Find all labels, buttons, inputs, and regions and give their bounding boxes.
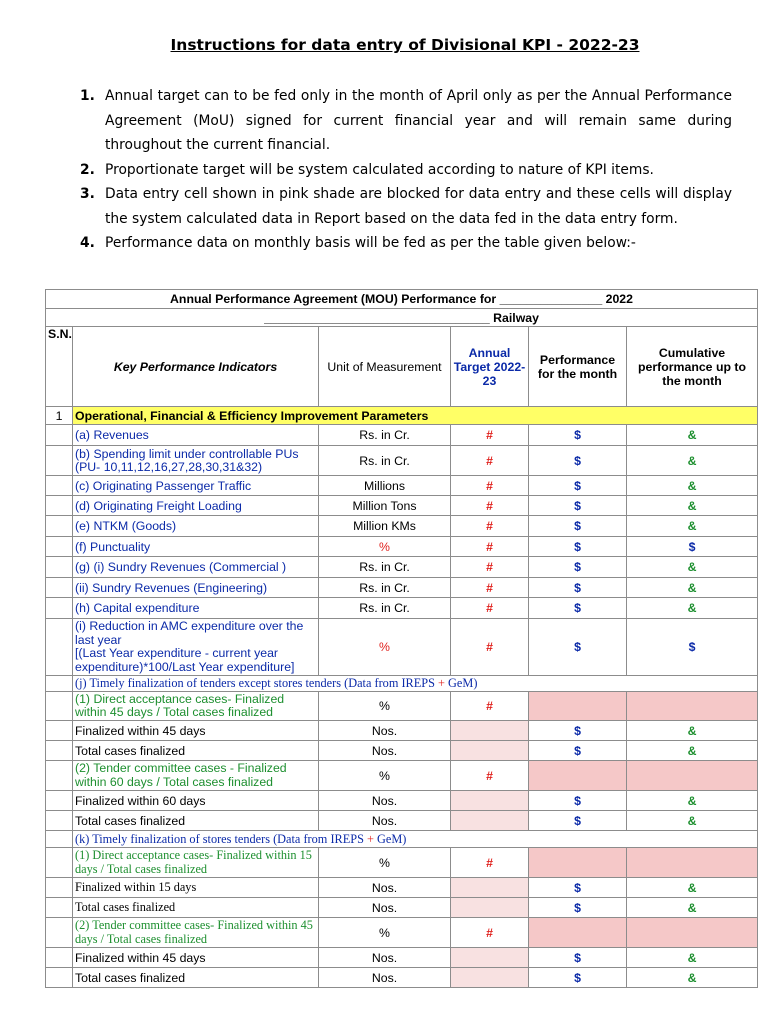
cumulative-cell: & bbox=[627, 791, 758, 811]
kpi-label: Finalized within 45 days bbox=[73, 948, 319, 968]
annual-target-cell[interactable]: # bbox=[451, 476, 529, 496]
subsection-j-text: (j) Timely finalization of tenders except stores tenders (Data from IREPS bbox=[75, 676, 439, 690]
kpi-label: (d) Originating Freight Loading bbox=[73, 496, 319, 516]
table-row bbox=[46, 537, 758, 557]
performance-cell[interactable]: $ bbox=[529, 898, 627, 918]
performance-cell[interactable]: $ bbox=[529, 476, 627, 496]
annual-target-cell[interactable]: # bbox=[451, 425, 529, 446]
blocked-cell bbox=[529, 848, 627, 878]
blocked-cell bbox=[451, 791, 529, 811]
cumulative-cell: & bbox=[627, 741, 758, 761]
performance-cell[interactable]: $ bbox=[529, 721, 627, 741]
blocked-cell bbox=[627, 692, 758, 721]
cumulative-cell: & bbox=[627, 516, 758, 537]
performance-cell[interactable]: $ bbox=[529, 968, 627, 988]
cumulative-cell: & bbox=[627, 898, 758, 918]
subsection-k-title bbox=[73, 831, 758, 848]
table-row bbox=[46, 557, 758, 578]
table-row bbox=[46, 476, 758, 496]
section-sn: 1 bbox=[46, 407, 73, 425]
kpi-label: (c) Originating Passenger Traffic bbox=[73, 476, 319, 496]
performance-cell[interactable]: $ bbox=[529, 791, 627, 811]
header-performance-month: Performance for the month bbox=[529, 327, 627, 407]
blocked-cell bbox=[529, 918, 627, 948]
performance-cell[interactable]: $ bbox=[529, 811, 627, 831]
table-title-line2: _________________________________ Railway bbox=[46, 309, 758, 327]
kpi-label: (1) Direct acceptance cases- Finalized within 15 days / Total cases finalized bbox=[73, 848, 319, 878]
performance-cell[interactable]: $ bbox=[529, 619, 627, 676]
annual-target-cell[interactable]: # bbox=[451, 598, 529, 619]
table-row bbox=[46, 446, 758, 476]
performance-cell[interactable]: $ bbox=[529, 878, 627, 898]
unit-cell: % bbox=[319, 918, 451, 948]
annual-target-cell[interactable]: # bbox=[451, 557, 529, 578]
cumulative-cell: & bbox=[627, 476, 758, 496]
table-row bbox=[46, 761, 758, 791]
kpi-label bbox=[73, 619, 319, 676]
table-row bbox=[46, 598, 758, 619]
table-row bbox=[46, 811, 758, 831]
table-row bbox=[46, 692, 758, 721]
kpi-label: Total cases finalized bbox=[73, 741, 319, 761]
cumulative-cell: & bbox=[627, 878, 758, 898]
subsection-k-text: (k) Timely finalization of stores tenders (Data from IREPS bbox=[75, 831, 368, 846]
subsection-k-end: GeM) bbox=[373, 831, 407, 846]
unit-cell: % bbox=[319, 848, 451, 878]
annual-target-cell[interactable]: # bbox=[451, 578, 529, 598]
subsection-k bbox=[46, 831, 758, 848]
table-row bbox=[46, 578, 758, 598]
table-row bbox=[46, 898, 758, 918]
annual-target-cell[interactable]: # bbox=[451, 446, 529, 476]
kpi-label-main: (i) Reduction in AMC expenditure over the last year bbox=[75, 619, 304, 647]
header-unit: Unit of Measurement bbox=[319, 327, 451, 407]
cumulative-cell: & bbox=[627, 578, 758, 598]
cumulative-cell: & bbox=[627, 425, 758, 446]
performance-cell[interactable]: $ bbox=[529, 948, 627, 968]
blocked-cell bbox=[451, 968, 529, 988]
unit-cell: Millions bbox=[319, 476, 451, 496]
unit-cell: % bbox=[319, 692, 451, 721]
instruction-text: Proportionate target will be system calculated according to nature of KPI items. bbox=[105, 161, 654, 178]
instruction-item bbox=[80, 231, 732, 256]
table-row bbox=[46, 425, 758, 446]
kpi-label: (1) Direct acceptance cases- Finalized within 45 days / Total cases finalized bbox=[73, 692, 319, 721]
instruction-number: 2. bbox=[80, 161, 95, 178]
table-row bbox=[46, 948, 758, 968]
unit-cell: Nos. bbox=[319, 878, 451, 898]
blocked-cell bbox=[451, 948, 529, 968]
blocked-cell bbox=[627, 918, 758, 948]
kpi-label: (2) Tender committee cases - Finalized within 60 days / Total cases finalized bbox=[73, 761, 319, 791]
kpi-label: (a) Revenues bbox=[73, 425, 319, 446]
subsection-j-title bbox=[73, 676, 758, 692]
unit-cell: Nos. bbox=[319, 948, 451, 968]
cumulative-cell: & bbox=[627, 496, 758, 516]
kpi-label: Total cases finalized bbox=[73, 811, 319, 831]
instruction-text: Data entry cell shown in pink shade are blocked for data entry and these cells will display the system calculated data in Report based on the data fed in the data entry form. bbox=[105, 186, 732, 227]
instruction-number: 4. bbox=[80, 235, 95, 251]
performance-cell[interactable]: $ bbox=[529, 557, 627, 578]
subsection-j bbox=[46, 676, 758, 692]
instruction-number: 1. bbox=[80, 88, 95, 104]
table-row bbox=[46, 848, 758, 878]
cumulative-cell: & bbox=[627, 968, 758, 988]
instruction-item bbox=[80, 182, 732, 231]
blocked-cell bbox=[529, 761, 627, 791]
instruction-text: Annual target can to be fed only in the month of April only as per the Annual Performance Agreement (MoU) signed for current financial year and will remain same during throughout the current financial. bbox=[105, 88, 732, 153]
instruction-item bbox=[80, 158, 732, 183]
annual-target-cell[interactable]: # bbox=[451, 761, 529, 791]
performance-cell[interactable]: $ bbox=[529, 598, 627, 619]
annual-target-cell[interactable]: # bbox=[451, 848, 529, 878]
subsection-j-end: GeM) bbox=[444, 676, 478, 690]
unit-cell: Rs. in Cr. bbox=[319, 425, 451, 446]
table-row bbox=[46, 619, 758, 676]
annual-target-cell[interactable]: # bbox=[451, 918, 529, 948]
kpi-label: (g) (i) Sundry Revenues (Commercial ) bbox=[73, 557, 319, 578]
cumulative-cell: & bbox=[627, 557, 758, 578]
table-row bbox=[46, 968, 758, 988]
table-row bbox=[46, 741, 758, 761]
kpi-label: Total cases finalized bbox=[73, 968, 319, 988]
blocked-cell bbox=[529, 692, 627, 721]
unit-cell: Nos. bbox=[319, 811, 451, 831]
unit-cell: % bbox=[319, 619, 451, 676]
table-row bbox=[46, 791, 758, 811]
kpi-label: (h) Capital expenditure bbox=[73, 598, 319, 619]
instructions-list bbox=[80, 84, 732, 256]
blocked-cell bbox=[451, 878, 529, 898]
performance-cell[interactable]: $ bbox=[529, 496, 627, 516]
blocked-cell bbox=[451, 721, 529, 741]
unit-cell: Nos. bbox=[319, 898, 451, 918]
page-title: Instructions for data entry of Divisional KPI - 2022-23 bbox=[170, 36, 640, 54]
table-row bbox=[46, 918, 758, 948]
performance-cell[interactable]: $ bbox=[529, 537, 627, 557]
kpi-table bbox=[45, 289, 758, 988]
unit-cell: Million KMs bbox=[319, 516, 451, 537]
table-title-line1: Annual Performance Agreement (MOU) Performance for _______________ 2022 bbox=[46, 290, 758, 309]
cumulative-cell: $ bbox=[627, 537, 758, 557]
blocked-cell bbox=[451, 898, 529, 918]
table-row bbox=[46, 878, 758, 898]
blocked-cell bbox=[627, 848, 758, 878]
blocked-cell bbox=[451, 811, 529, 831]
table-row bbox=[46, 516, 758, 537]
kpi-label: Total cases finalized bbox=[73, 898, 319, 918]
cumulative-cell: & bbox=[627, 811, 758, 831]
cumulative-cell: & bbox=[627, 598, 758, 619]
blocked-cell bbox=[627, 761, 758, 791]
performance-cell[interactable]: $ bbox=[529, 446, 627, 476]
kpi-label: (f) Punctuality bbox=[73, 537, 319, 557]
cumulative-cell: & bbox=[627, 721, 758, 741]
kpi-label: Finalized within 60 days bbox=[73, 791, 319, 811]
performance-cell[interactable]: $ bbox=[529, 516, 627, 537]
header-sn: S.N. bbox=[46, 327, 73, 407]
subsection-k-plus: + bbox=[367, 831, 374, 846]
unit-cell: Rs. in Cr. bbox=[319, 578, 451, 598]
kpi-label: (ii) Sundry Revenues (Engineering) bbox=[73, 578, 319, 598]
unit-cell: Rs. in Cr. bbox=[319, 446, 451, 476]
unit-cell: Million Tons bbox=[319, 496, 451, 516]
unit-cell: Rs. in Cr. bbox=[319, 598, 451, 619]
header-annual-target: Annual Target 2022-23 bbox=[451, 327, 529, 407]
kpi-label: Finalized within 15 days bbox=[73, 878, 319, 898]
annual-target-cell[interactable]: # bbox=[451, 537, 529, 557]
instruction-item bbox=[80, 84, 732, 158]
instruction-number: 3. bbox=[80, 186, 95, 202]
cumulative-cell: & bbox=[627, 446, 758, 476]
kpi-label: (2) Tender committee cases- Finalized within 45 days / Total cases finalized bbox=[73, 918, 319, 948]
unit-cell: Rs. in Cr. bbox=[319, 557, 451, 578]
kpi-label: (b) Spending limit under controllable PUs (PU- 10,11,12,16,27,28,30,31&32) bbox=[73, 446, 319, 476]
performance-cell[interactable]: $ bbox=[529, 741, 627, 761]
annual-target-cell[interactable]: # bbox=[451, 496, 529, 516]
cumulative-cell: & bbox=[627, 948, 758, 968]
kpi-label: Finalized within 45 days bbox=[73, 721, 319, 741]
unit-cell: Nos. bbox=[319, 721, 451, 741]
kpi-label-formula: [(Last Year expenditure - current year expenditure)*100/Last Year expenditure] bbox=[75, 646, 295, 674]
unit-cell: Nos. bbox=[319, 741, 451, 761]
annual-target-cell[interactable]: # bbox=[451, 619, 529, 676]
unit-cell: Nos. bbox=[319, 968, 451, 988]
section-title: Operational, Financial & Efficiency Improvement Parameters bbox=[73, 407, 758, 425]
performance-cell[interactable]: $ bbox=[529, 578, 627, 598]
cumulative-cell: $ bbox=[627, 619, 758, 676]
table-row bbox=[46, 496, 758, 516]
instruction-text: Performance data on monthly basis will be fed as per the table given below:- bbox=[105, 235, 636, 251]
header-kpi: Key Performance Indicators bbox=[73, 327, 319, 407]
blocked-cell bbox=[451, 741, 529, 761]
unit-cell: % bbox=[319, 537, 451, 557]
annual-target-cell[interactable]: # bbox=[451, 692, 529, 721]
table-row bbox=[46, 721, 758, 741]
subsection-j-plus: + bbox=[438, 676, 445, 690]
annual-target-cell[interactable]: # bbox=[451, 516, 529, 537]
performance-cell[interactable]: $ bbox=[529, 425, 627, 446]
unit-cell: Nos. bbox=[319, 791, 451, 811]
header-cumulative: Cumulative performance up to the month bbox=[627, 327, 758, 407]
kpi-label: (e) NTKM (Goods) bbox=[73, 516, 319, 537]
unit-cell: % bbox=[319, 761, 451, 791]
